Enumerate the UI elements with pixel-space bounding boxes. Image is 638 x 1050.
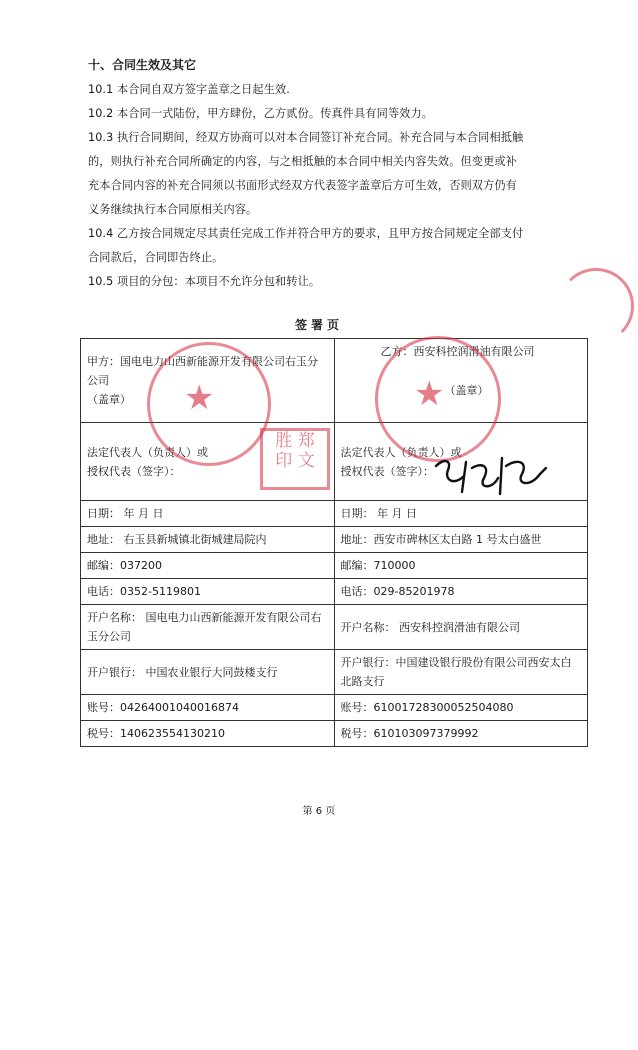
party-a-date: 日期： 年 月 日 — [81, 501, 335, 527]
party-a-name-cell — [81, 339, 335, 423]
party-b-name: 乙方：西安科控润滑油有限公司 — [380, 345, 535, 358]
party-b-seal-star-icon: ★ — [414, 374, 445, 414]
personal-stamp-image: 胜 郑 印 文 — [275, 431, 315, 471]
party-b-postcode: 邮编：710000 — [334, 553, 588, 579]
page-number: 第 6 页 — [302, 806, 336, 817]
party-b-address: 地址：西安市碑林区太白路 1 号太白盛世 — [334, 527, 588, 553]
clause-10-3: 10.3 执行合同期间，经双方协商可以对本合同签订补充合同。补充合同与本合同相抵触的，则执行补充合同所确定的内容，与之相抵触的本合同中相关内容失效。但变更或补充本合同内容的补充合同须以书面形式经双方代表签字盖章后方可生效，否则双方仍有义务继续执行本合同原相关内容。 — [88, 131, 524, 216]
clause-10-2: 10.2 本合同一式陆份，甲方肆份，乙方贰份。传真件具有同等效力。 — [88, 107, 434, 120]
party-a-auth: 授权代表（签字）： — [87, 464, 181, 478]
clause-10-5: 10.5 项目的分包：本项目不允许分包和转让。 — [88, 275, 321, 288]
party-b-date: 日期： 年 月 日 — [334, 501, 588, 527]
handwritten-signature — [432, 448, 552, 500]
party-b-bank: 开户银行：中国建设银行股份有限公司西安太白北路支行 — [334, 650, 588, 695]
party-b-name-cell — [334, 339, 588, 423]
party-a-postcode: 邮编：037200 — [81, 553, 335, 579]
party-a-seal-note: （盖章） — [87, 393, 131, 406]
party-a-seal-star-icon: ★ — [184, 378, 215, 418]
party-b-phone: 电话：029-85201978 — [334, 579, 588, 605]
party-b-tax-no: 税号：610103097379992 — [334, 721, 588, 747]
clause-10-4: 10.4 乙方按合同规定尽其责任完成工作并符合甲方的要求，且甲方按合同规定全部支付合同款后，合同即告终止。 — [88, 227, 524, 264]
signature-table — [80, 338, 588, 747]
party-b-auth: 授权代表（签字）： — [340, 464, 434, 478]
party-a-rep: 法定代表人（负责人）或 — [87, 445, 208, 459]
party-a-tax-no: 税号：140623554130210 — [81, 721, 335, 747]
clause-10-1: 10.1 本合同自双方签字盖章之日起生效. — [88, 83, 290, 96]
party-a-rep-cell — [81, 423, 335, 501]
party-b-rep: 法定代表人（负责人）或 — [340, 445, 462, 459]
party-b-account-name: 开户名称： 西安科控润滑油有限公司 — [334, 605, 588, 650]
party-a-account-no: 账号：04264001040016874 — [81, 695, 335, 721]
party-a-account-name: 开户名称： 国电电力山西新能源开发有限公司右玉分公司 — [81, 605, 335, 650]
party-a-phone: 电话：0352-5119801 — [81, 579, 335, 605]
party-a-bank: 开户银行： 中国农业银行大同鼓楼支行 — [81, 650, 335, 695]
party-a-address: 地址： 右玉县新城镇北街城建局院内 — [81, 527, 335, 553]
party-a-name: 甲方：国电电力山西新能源开发有限公司右玉分公司 — [87, 355, 318, 387]
party-b-account-no: 账号：61001728300052504080 — [334, 695, 588, 721]
sign-page-title: 签署页 — [294, 318, 343, 332]
party-b-seal-note: （盖章） — [444, 384, 489, 397]
section-title: 十、合同生效及其它 — [88, 58, 197, 72]
